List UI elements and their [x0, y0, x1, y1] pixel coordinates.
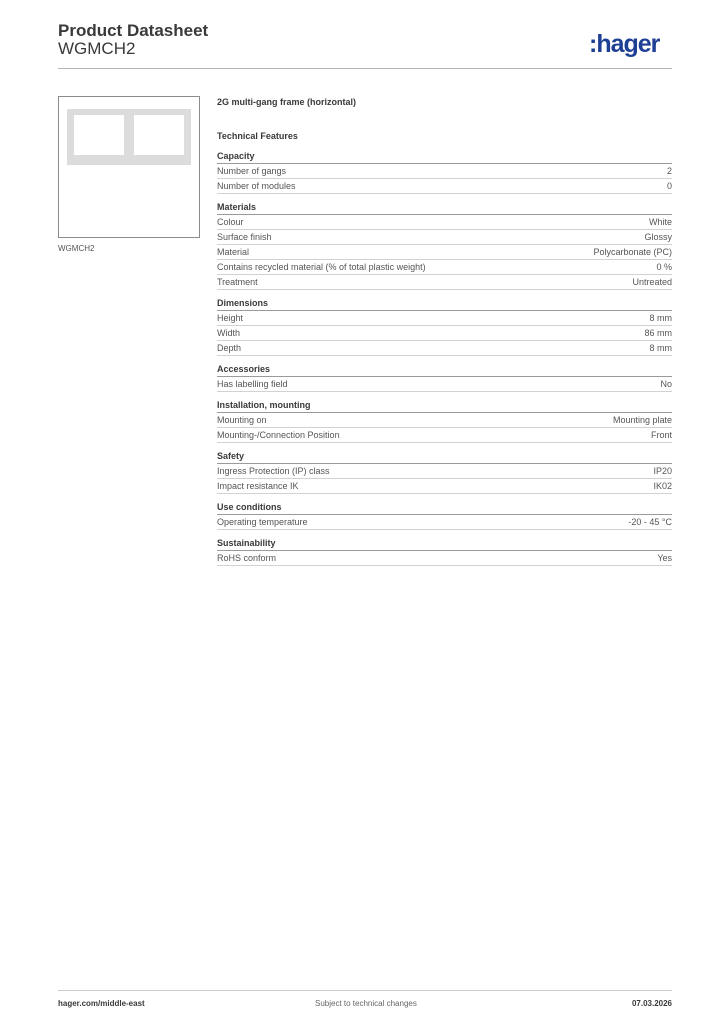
spec-section [217, 398, 672, 443]
spec-row [217, 245, 672, 260]
datasheet-content [217, 95, 672, 566]
spec-label: Operating temperature [217, 517, 308, 527]
spec-sections [217, 149, 672, 566]
spec-section [217, 149, 672, 194]
spec-label: Contains recycled material (% of total plastic weight) [217, 262, 426, 272]
spec-label: Height [217, 313, 244, 323]
spec-label: Has labelling field [217, 379, 288, 389]
document-title: Product Datasheet [58, 21, 209, 40]
section-title: Materials [217, 200, 672, 215]
spec-label: Material [217, 247, 250, 257]
technical-features-heading: Technical Features [217, 131, 298, 141]
spec-row [217, 428, 672, 443]
spec-value: 0 [666, 181, 672, 191]
spec-row [217, 464, 672, 479]
section-title: Use conditions [217, 500, 672, 515]
spec-label: Treatment [217, 277, 258, 287]
spec-label: Surface finish [217, 232, 272, 242]
spec-row [217, 326, 672, 341]
spec-row [217, 260, 672, 275]
spec-label: Mounting on [217, 415, 267, 425]
spec-value: -20 - 45 °C [628, 517, 672, 527]
spec-row [217, 377, 672, 392]
spec-row [217, 341, 672, 356]
product-description: 2G multi-gang frame (horizontal) [217, 97, 357, 107]
spec-value: 8 mm [649, 313, 672, 323]
logo-text: :hager [589, 30, 660, 58]
spec-section [217, 536, 672, 566]
spec-label: Ingress Protection (IP) class [217, 466, 330, 476]
frame-illustration [67, 109, 191, 165]
header-divider [58, 68, 672, 69]
spec-label: Number of gangs [217, 166, 287, 176]
footer-divider [58, 990, 672, 991]
spec-row [217, 515, 672, 530]
spec-value: 2 [666, 166, 672, 176]
spec-label: Impact resistance IK [217, 481, 299, 491]
spec-value: 0 % [656, 262, 672, 272]
spec-value: Front [650, 430, 672, 440]
spec-value: IK02 [653, 481, 672, 491]
frame-gang-left [74, 115, 124, 155]
footer-website: hager.com/middle-east [58, 999, 145, 1008]
product-image [58, 96, 200, 238]
spec-section [217, 362, 672, 392]
footer-date: 07.03.2026 [631, 999, 672, 1008]
spec-section [217, 500, 672, 530]
spec-section [217, 200, 672, 290]
frame-gang-right [134, 115, 184, 155]
hager-logo [589, 27, 677, 61]
section-title: Sustainability [217, 536, 672, 551]
spec-row [217, 179, 672, 194]
spec-value: IP20 [653, 466, 672, 476]
spec-row [217, 311, 672, 326]
spec-value: 8 mm [649, 343, 672, 353]
spec-row [217, 479, 672, 494]
spec-row [217, 215, 672, 230]
spec-section [217, 449, 672, 494]
footer-notice: Subject to technical changes [315, 999, 417, 1008]
spec-label: RoHS conform [217, 553, 277, 563]
spec-value: No [660, 379, 672, 389]
spec-row [217, 413, 672, 428]
spec-value: Yes [657, 553, 672, 563]
section-title: Accessories [217, 362, 672, 377]
section-title: Safety [217, 449, 672, 464]
spec-value: Mounting plate [612, 415, 672, 425]
spec-label: Colour [217, 217, 244, 227]
spec-section [217, 296, 672, 356]
spec-row [217, 551, 672, 566]
spec-row [217, 164, 672, 179]
section-title: Installation, mounting [217, 398, 672, 413]
product-reference: WGMCH2 [58, 39, 136, 58]
spec-value: Polycarbonate (PC) [593, 247, 672, 257]
spec-value: Glossy [644, 232, 672, 242]
spec-value: 86 mm [644, 328, 672, 338]
spec-row [217, 230, 672, 245]
section-title: Capacity [217, 149, 672, 164]
spec-value: Untreated [632, 277, 672, 287]
spec-label: Number of modules [217, 181, 296, 191]
spec-value: White [648, 217, 672, 227]
image-caption: WGMCH2 [58, 244, 95, 253]
spec-label: Width [217, 328, 241, 338]
spec-label: Mounting-/Connection Position [217, 430, 340, 440]
spec-label: Depth [217, 343, 242, 353]
section-title: Dimensions [217, 296, 672, 311]
spec-row [217, 275, 672, 290]
